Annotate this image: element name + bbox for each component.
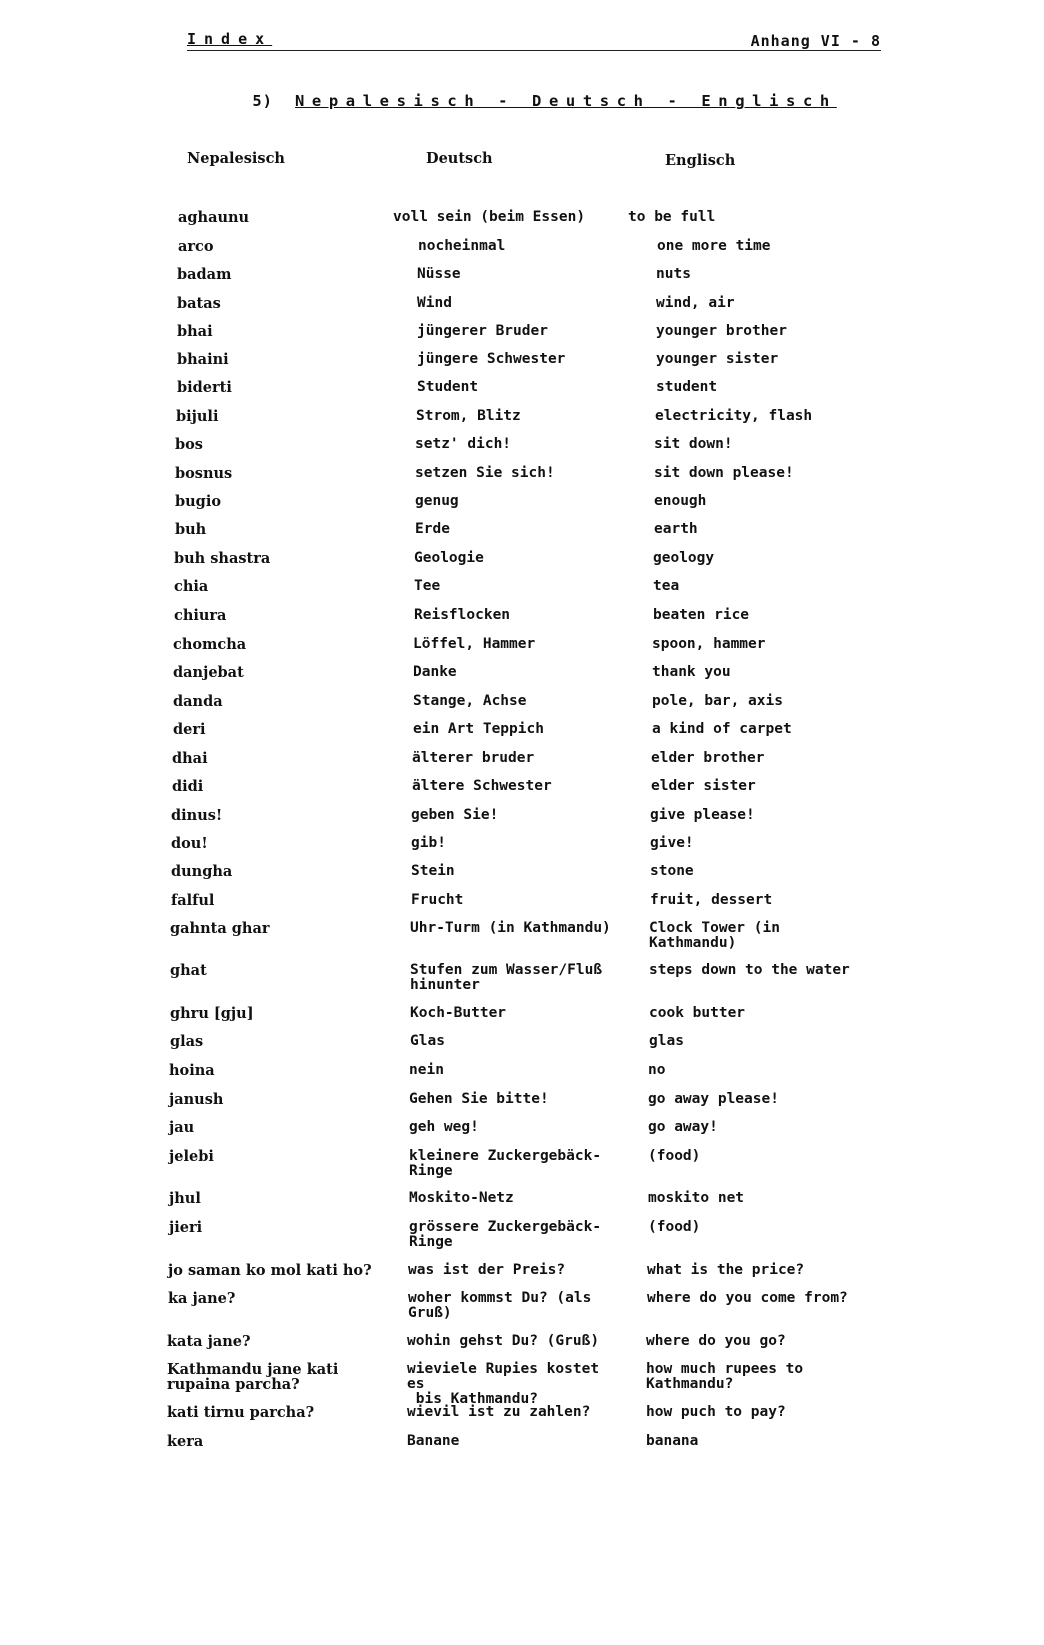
english-translation: elder sister xyxy=(651,778,756,794)
german-translation: geh weg! xyxy=(409,1119,479,1135)
english-translation: spoon, hammer xyxy=(652,636,766,652)
german-translation: Wind xyxy=(417,295,452,311)
nepali-term: glas xyxy=(170,1033,204,1050)
nepali-term: danda xyxy=(173,693,223,710)
german-translation: nocheinmal xyxy=(418,238,506,254)
german-translation: Danke xyxy=(413,664,457,680)
german-translation: Tee xyxy=(414,578,441,594)
nepali-term: badam xyxy=(177,266,232,283)
german-translation: wievil ist zu zahlen? xyxy=(407,1404,591,1420)
english-translation: banana xyxy=(646,1433,699,1449)
english-translation: pole, bar, axis xyxy=(652,693,783,709)
german-translation: Uhr-Turm (in Kathmandu) xyxy=(410,920,611,936)
nepali-term: buh xyxy=(175,521,207,538)
german-translation: Reisflocken xyxy=(414,607,511,623)
german-translation: Löffel, Hammer xyxy=(413,636,536,652)
english-translation: sit down please! xyxy=(654,465,794,481)
english-translation: cook butter xyxy=(649,1005,746,1021)
nepali-term: ghat xyxy=(170,962,207,979)
english-translation: sit down! xyxy=(654,436,733,452)
english-translation: student xyxy=(656,379,718,395)
column-header-german: Deutsch xyxy=(426,150,493,167)
nepali-term: bhai xyxy=(177,323,213,340)
nepali-term: chomcha xyxy=(173,636,247,653)
german-translation: Banane xyxy=(407,1433,460,1449)
german-translation: gib! xyxy=(411,835,446,851)
german-translation: älterer bruder xyxy=(412,750,535,766)
nepali-term: janush xyxy=(169,1091,224,1108)
german-translation: grössere Zuckergebäck- Ringe xyxy=(409,1219,602,1250)
nepali-term: Kathmandu jane kati rupaina parcha? xyxy=(167,1361,339,1393)
nepali-term: gahnta ghar xyxy=(170,920,270,937)
german-translation: voll sein (beim Essen) xyxy=(393,209,586,225)
nepali-term: biderti xyxy=(177,379,232,396)
german-translation: was ist der Preis? xyxy=(408,1262,566,1278)
english-translation: Clock Tower (in Kathmandu) xyxy=(649,920,780,951)
german-translation: setzen Sie sich! xyxy=(415,465,555,481)
nepali-term: ka jane? xyxy=(168,1290,236,1307)
english-translation: enough xyxy=(654,493,707,509)
header-appendix: Anhang VI - 8 xyxy=(750,32,881,50)
german-translation: jüngere Schwester xyxy=(417,351,566,367)
english-translation: one more time xyxy=(657,238,771,254)
nepali-term: bugio xyxy=(175,493,221,510)
english-translation: younger brother xyxy=(656,323,787,339)
german-translation: Stufen zum Wasser/Fluß hinunter xyxy=(410,962,603,993)
english-translation: give! xyxy=(650,835,694,851)
german-translation: jüngerer Bruder xyxy=(417,323,548,339)
german-translation: woher kommst Du? (als Gruß) xyxy=(408,1290,592,1321)
english-translation: (food) xyxy=(648,1219,701,1235)
english-translation: (food) xyxy=(648,1148,701,1164)
nepali-term: batas xyxy=(177,295,221,312)
german-translation: setz' dich! xyxy=(415,436,512,452)
nepali-term: deri xyxy=(173,721,206,738)
english-translation: go away please! xyxy=(648,1091,779,1107)
english-translation: glas xyxy=(649,1033,684,1049)
english-translation: geology xyxy=(653,550,715,566)
german-translation: ein Art Teppich xyxy=(413,721,544,737)
nepali-term: bos xyxy=(175,436,203,453)
column-header-english: Englisch xyxy=(665,152,736,169)
nepali-term: kera xyxy=(167,1433,204,1450)
english-translation: wind, air xyxy=(656,295,735,311)
header-index: Index xyxy=(187,30,273,48)
nepali-term: danjebat xyxy=(173,664,244,681)
german-translation: Glas xyxy=(410,1033,445,1049)
nepali-term: kata jane? xyxy=(167,1333,251,1350)
english-translation: how much rupees to Kathmandu? xyxy=(646,1361,804,1392)
column-header-nepali: Nepalesisch xyxy=(187,150,285,167)
nepali-term: chia xyxy=(174,578,209,595)
english-translation: tea xyxy=(653,578,680,594)
german-translation: wohin gehst Du? (Gruß) xyxy=(407,1333,600,1349)
page-header xyxy=(187,30,881,51)
nepali-term: aghaunu xyxy=(178,209,250,226)
german-translation: ältere Schwester xyxy=(412,778,552,794)
english-translation: younger sister xyxy=(656,351,779,367)
german-translation: Moskito-Netz xyxy=(409,1190,514,1206)
german-translation: kleinere Zuckergebäck- Ringe xyxy=(409,1148,602,1179)
nepali-term: kati tirnu parcha? xyxy=(167,1404,315,1421)
nepali-term: dou! xyxy=(171,835,208,852)
english-translation: beaten rice xyxy=(653,607,750,623)
german-translation: Gehen Sie bitte! xyxy=(409,1091,549,1107)
german-translation: geben Sie! xyxy=(411,807,499,823)
english-translation: how puch to pay? xyxy=(646,1404,786,1420)
english-translation: thank you xyxy=(652,664,731,680)
nepali-term: jhul xyxy=(169,1190,201,1207)
german-translation: Koch-Butter xyxy=(410,1005,507,1021)
nepali-term: dungha xyxy=(171,863,233,880)
german-translation: Frucht xyxy=(411,892,464,908)
german-translation: Nüsse xyxy=(417,266,461,282)
nepali-term: jo saman ko mol kati ho? xyxy=(168,1262,372,1279)
nepali-term: dinus! xyxy=(171,807,223,824)
section-number: 5) xyxy=(252,92,273,110)
german-translation: Stange, Achse xyxy=(413,693,527,709)
section-title xyxy=(215,74,837,128)
english-translation: elder brother xyxy=(651,750,765,766)
english-translation: moskito net xyxy=(648,1190,745,1206)
nepali-term: arco xyxy=(178,238,214,255)
english-translation: give please! xyxy=(650,807,755,823)
english-translation: nuts xyxy=(656,266,691,282)
english-translation: go away! xyxy=(648,1119,718,1135)
nepali-term: bhaini xyxy=(177,351,229,368)
nepali-term: ghru [gju] xyxy=(170,1005,254,1022)
nepali-term: dhai xyxy=(172,750,208,767)
section-title-text: Nepalesisch - Deutsch - Englisch xyxy=(295,92,837,110)
german-translation: Geologie xyxy=(414,550,484,566)
nepali-term: buh shastra xyxy=(174,550,271,567)
german-translation: genug xyxy=(415,493,459,509)
english-translation: earth xyxy=(654,521,698,537)
english-translation: no xyxy=(648,1062,666,1078)
german-translation: Student xyxy=(417,379,479,395)
english-translation: electricity, flash xyxy=(655,408,813,424)
german-translation: Erde xyxy=(415,521,450,537)
english-translation: steps down to the water xyxy=(649,962,850,978)
nepali-term: jieri xyxy=(169,1219,203,1236)
nepali-term: jelebi xyxy=(169,1148,214,1165)
english-translation: what is the price? xyxy=(647,1262,805,1278)
nepali-term: didi xyxy=(172,778,204,795)
english-translation: fruit, dessert xyxy=(650,892,773,908)
german-translation: Strom, Blitz xyxy=(416,408,521,424)
nepali-term: falful xyxy=(171,892,215,909)
german-translation: nein xyxy=(409,1062,444,1078)
english-translation: stone xyxy=(650,863,694,879)
english-translation: to be full xyxy=(628,209,716,225)
german-translation: Stein xyxy=(411,863,455,879)
nepali-term: chiura xyxy=(174,607,227,624)
english-translation: a kind of carpet xyxy=(652,721,792,737)
english-translation: where do you come from? xyxy=(647,1290,848,1306)
nepali-term: jau xyxy=(169,1119,195,1136)
nepali-term: hoina xyxy=(169,1062,215,1079)
nepali-term: bosnus xyxy=(175,465,233,482)
english-translation: where do you go? xyxy=(646,1333,786,1349)
nepali-term: bijuli xyxy=(176,408,219,425)
german-translation: wieviele Rupies kostet es bis Kathmandu? xyxy=(407,1361,600,1407)
